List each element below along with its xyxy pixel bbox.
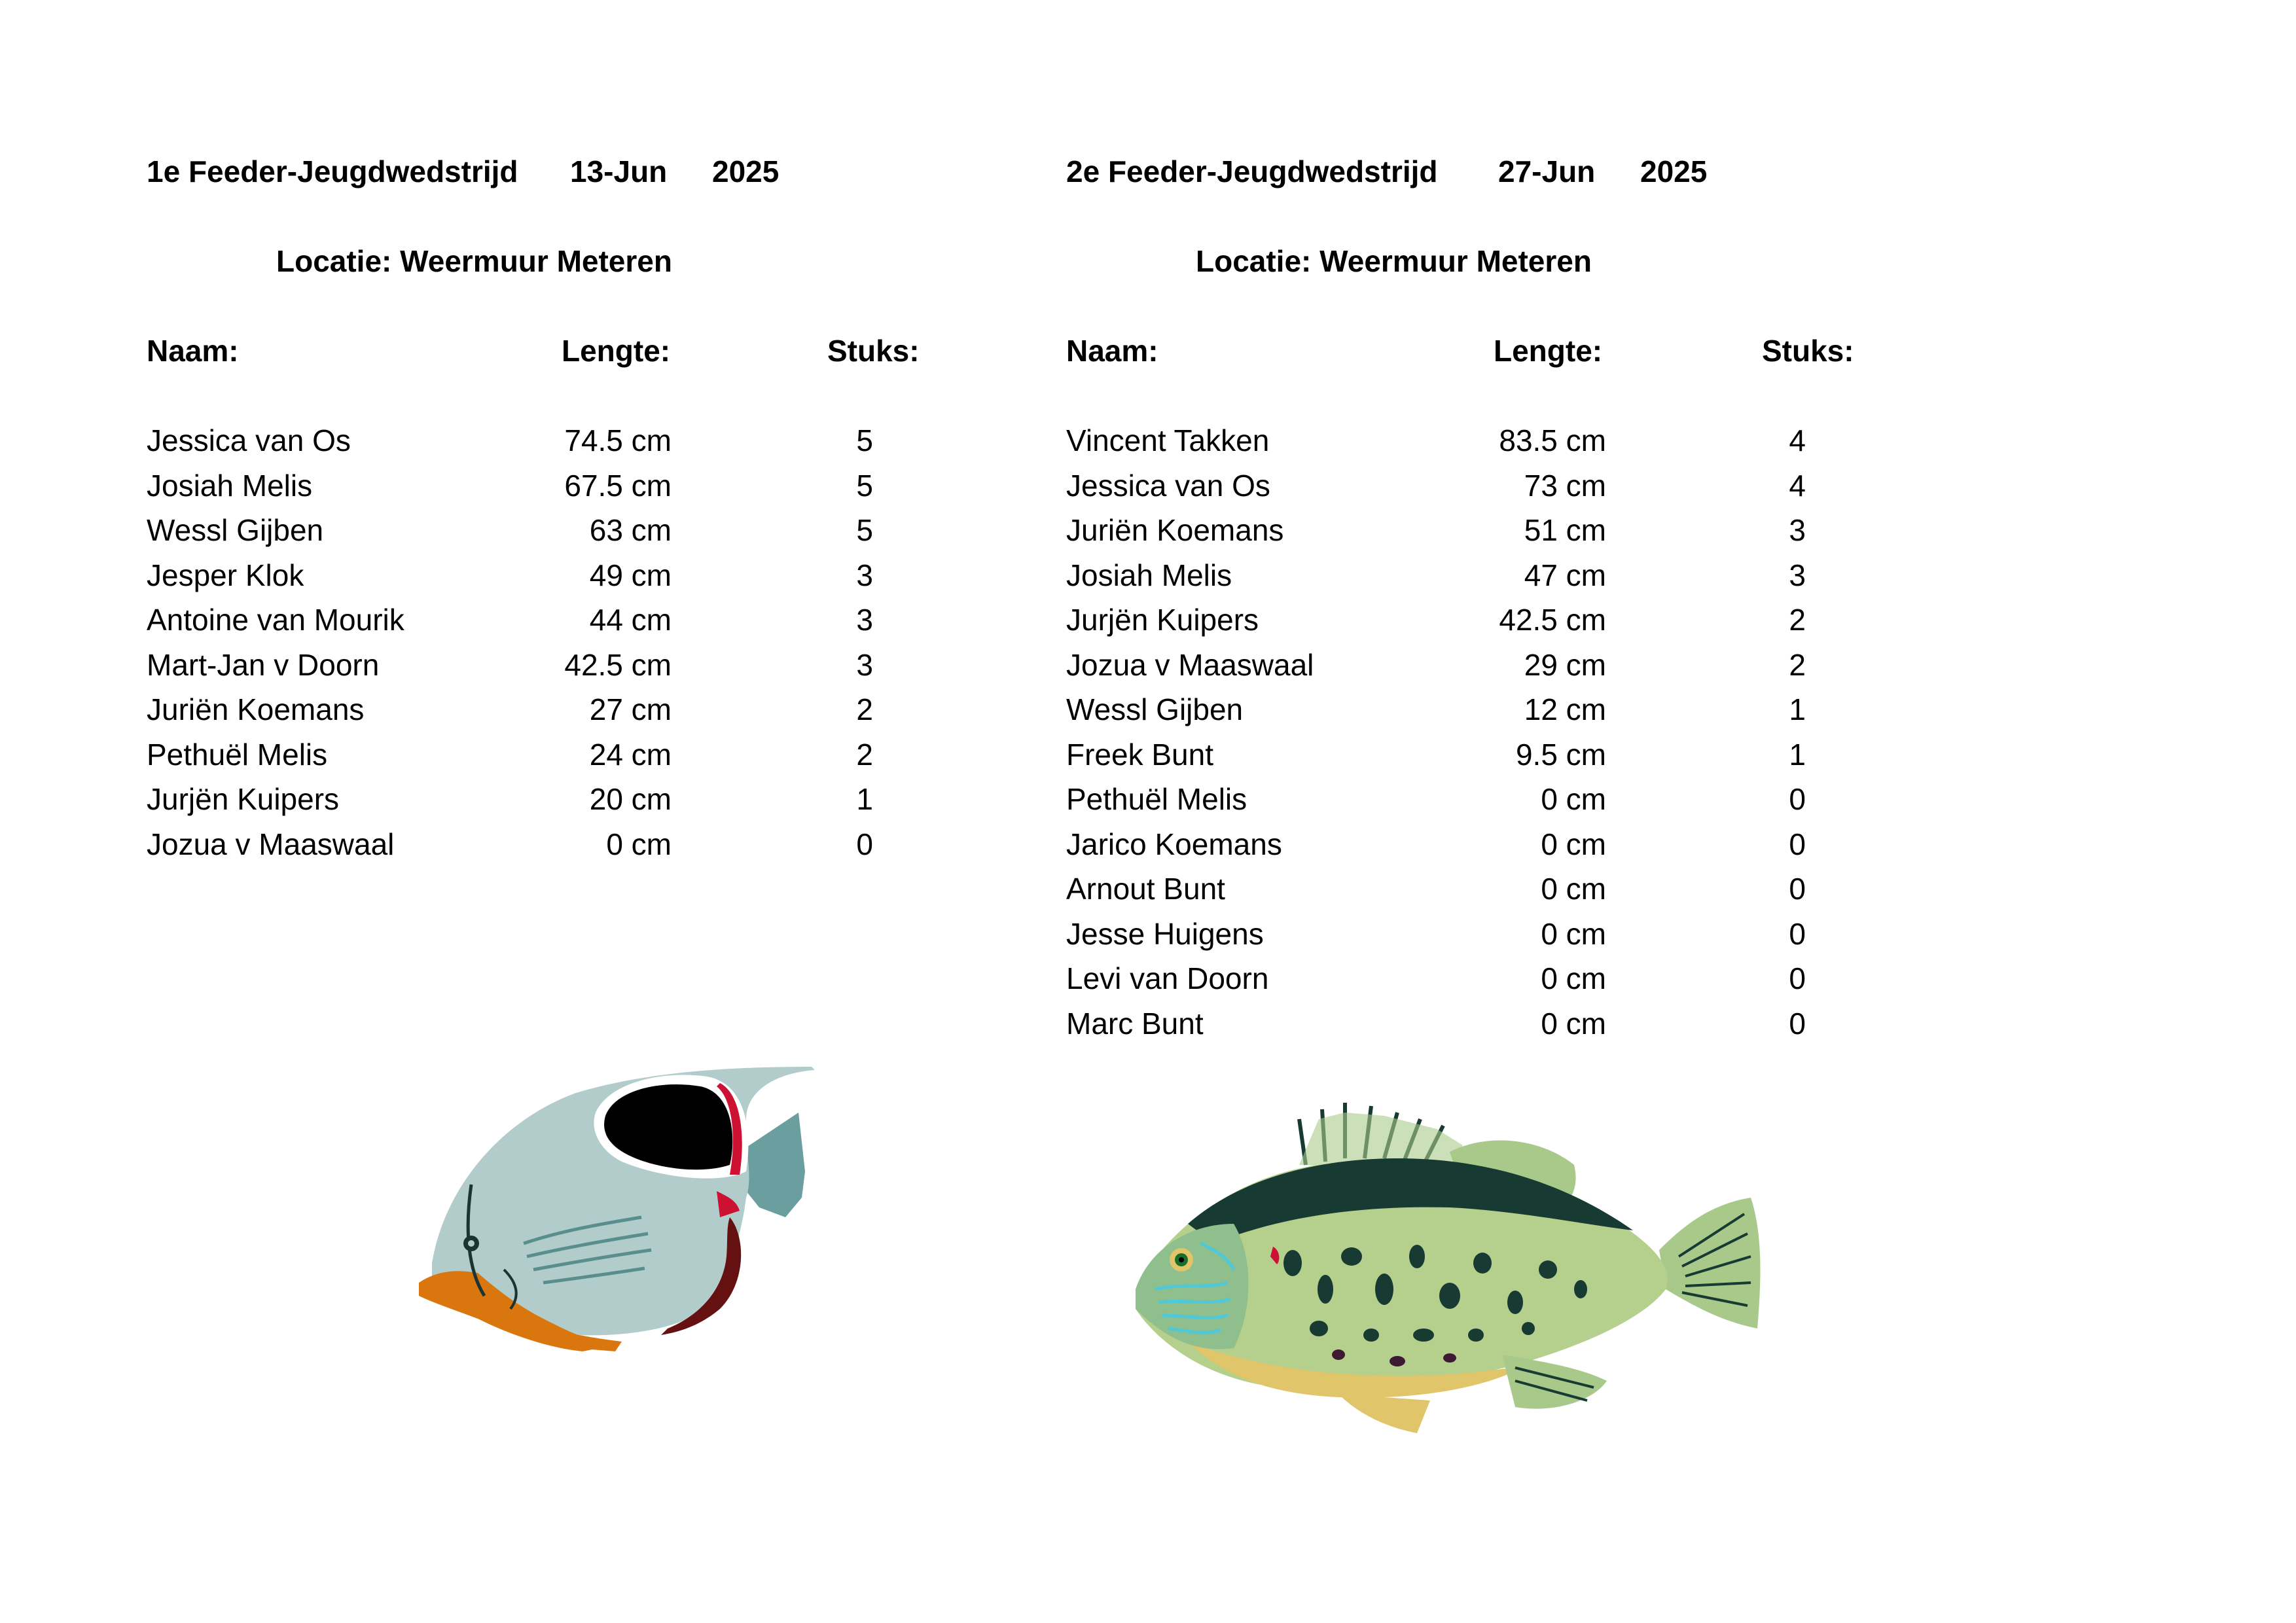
- participant-name: Jozua v Maaswaal: [147, 827, 395, 861]
- participant-name: Josiah Melis: [147, 468, 313, 503]
- participant-name: Levi van Doorn: [1066, 961, 1269, 995]
- catch-length: 0 cm: [1541, 916, 1606, 951]
- catch-length: 44 cm: [589, 603, 672, 637]
- participant-name: Jarico Koemans: [1066, 827, 1282, 861]
- participant-name: Jessica van Os: [147, 423, 351, 457]
- participant-name: Jozua v Maaswaal: [1066, 647, 1314, 682]
- catch-count: 3: [856, 558, 873, 592]
- catch-length: 47 cm: [1524, 558, 1606, 592]
- catch-length: 0 cm: [1541, 1006, 1606, 1041]
- catch-count: 3: [856, 647, 873, 682]
- header-count: Stuks:: [1762, 334, 1854, 368]
- catch-length: 0 cm: [1541, 872, 1606, 906]
- participant-name: Wessl Gijben: [147, 513, 324, 547]
- catch-count: 2: [856, 737, 873, 772]
- participant-name: Jesper Klok: [147, 558, 304, 592]
- butterflyfish-illustration: [353, 1021, 825, 1361]
- header-length: Lengte:: [562, 334, 671, 368]
- header-name: Naam:: [1066, 334, 1158, 368]
- catch-count: 0: [1789, 916, 1806, 951]
- header-count: Stuks:: [827, 334, 920, 368]
- catch-length: 42.5 cm: [1499, 603, 1606, 637]
- catch-count: 5: [856, 468, 873, 503]
- catch-length: 67.5 cm: [564, 468, 672, 503]
- catch-count: 1: [1789, 692, 1806, 726]
- catch-count: 2: [1789, 603, 1806, 637]
- catch-length: 0 cm: [606, 827, 672, 861]
- catch-count: 0: [1789, 782, 1806, 816]
- catch-count: 3: [1789, 558, 1806, 592]
- catch-count: 0: [1789, 872, 1806, 906]
- catch-length: 0 cm: [1541, 961, 1606, 995]
- catch-count: 4: [1789, 423, 1806, 457]
- catch-count: 1: [856, 782, 873, 816]
- catch-count: 5: [856, 513, 873, 547]
- catch-length: 0 cm: [1541, 782, 1606, 816]
- catch-count: 3: [856, 603, 873, 637]
- participant-name: Arnout Bunt: [1066, 872, 1225, 906]
- participant-name: Pethuël Melis: [147, 737, 328, 772]
- catch-length: 63 cm: [589, 513, 672, 547]
- catch-count: 4: [1789, 468, 1806, 503]
- catch-length: 51 cm: [1524, 513, 1606, 547]
- participant-name: Antoine van Mourik: [147, 603, 404, 637]
- contest-location: Locatie: Weermuur Meteren: [276, 244, 672, 278]
- catch-count: 2: [856, 692, 873, 726]
- participant-name: Mart-Jan v Doorn: [147, 647, 380, 682]
- catch-count: 0: [1789, 827, 1806, 861]
- catch-length: 42.5 cm: [564, 647, 672, 682]
- catch-length: 49 cm: [589, 558, 672, 592]
- contest-location: Locatie: Weermuur Meteren: [1196, 244, 1592, 278]
- catch-count: 1: [1789, 737, 1806, 772]
- catch-length: 27 cm: [589, 692, 672, 726]
- participant-name: Marc Bunt: [1066, 1006, 1204, 1041]
- catch-length: 24 cm: [589, 737, 672, 772]
- contest-2-results: [1066, 0, 1917, 1113]
- header-length: Lengte:: [1494, 334, 1603, 368]
- participant-name: Wessl Gijben: [1066, 692, 1244, 726]
- participant-name: Jesse Huigens: [1066, 916, 1264, 951]
- contest-title: 1e Feeder-Jeugdwedstrijd: [147, 154, 518, 188]
- catch-count: 2: [1789, 647, 1806, 682]
- contest-1-results: [147, 0, 997, 1113]
- catch-length: 20 cm: [589, 782, 672, 816]
- participant-name: Juriën Koemans: [147, 692, 365, 726]
- catch-count: 5: [856, 423, 873, 457]
- participant-name: Jurjën Kuipers: [1066, 603, 1259, 637]
- catch-length: 74.5 cm: [564, 423, 672, 457]
- contest-date: 27-Jun: [1498, 154, 1596, 188]
- catch-count: 0: [856, 827, 873, 861]
- catch-length: 9.5 cm: [1515, 737, 1606, 772]
- catch-count: 3: [1789, 513, 1806, 547]
- participant-name: Josiah Melis: [1066, 558, 1232, 592]
- contest-date: 13-Jun: [570, 154, 668, 188]
- participant-name: Jurjën Kuipers: [147, 782, 340, 816]
- header-name: Naam:: [147, 334, 239, 368]
- catch-length: 83.5 cm: [1499, 423, 1606, 457]
- participant-name: Vincent Takken: [1066, 423, 1270, 457]
- sunfish-illustration: [1122, 1093, 1770, 1446]
- catch-length: 12 cm: [1524, 692, 1606, 726]
- contest-year: 2025: [712, 154, 780, 188]
- catch-length: 29 cm: [1524, 647, 1606, 682]
- catch-length: 73 cm: [1524, 468, 1606, 503]
- contest-year: 2025: [1640, 154, 1708, 188]
- participant-name: Juriën Koemans: [1066, 513, 1284, 547]
- participant-name: Jessica van Os: [1066, 468, 1270, 503]
- catch-count: 0: [1789, 961, 1806, 995]
- catch-count: 0: [1789, 1006, 1806, 1041]
- catch-length: 0 cm: [1541, 827, 1606, 861]
- contest-title: 2e Feeder-Jeugdwedstrijd: [1066, 154, 1438, 188]
- participant-name: Pethuël Melis: [1066, 782, 1247, 816]
- participant-name: Freek Bunt: [1066, 737, 1213, 772]
